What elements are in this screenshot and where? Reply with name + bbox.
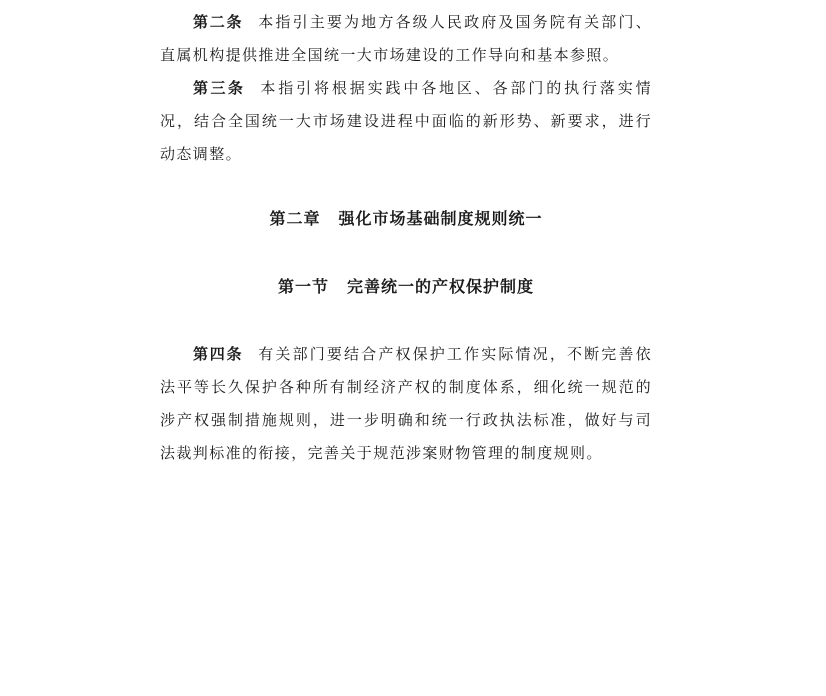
article-3-text-1: 本指引将根据实践中各地区、各部门的执行落实情 [260, 79, 652, 97]
article-4-line-2: 法平等长久保护各种所有制经济产权的制度体系，细化统一规范的 [160, 378, 652, 396]
article-2-line-1 [160, 5, 652, 39]
article-3-line-1 [160, 71, 652, 105]
chapter-title: 强化市场基础制度规则统一 [338, 209, 543, 228]
article-4-line-1 [160, 337, 652, 371]
article-4-label: 第四条 [193, 345, 244, 363]
article-2-label: 第二条 [193, 13, 244, 31]
article-3-line-2: 况，结合全国统一大市场建设进程中面临的新形势、新要求，进行 [160, 112, 652, 130]
article-4-line-3: 涉产权强制措施规则，进一步明确和统一行政执法标准，做好与司 [160, 411, 652, 429]
article-2-line-2: 直属机构提供推进全国统一大市场建设的工作导向和基本参照。 [160, 46, 620, 64]
article-4-text-1: 有关部门要结合产权保护工作实际情况，不断完善依 [258, 345, 652, 363]
section-number: 第一节 [277, 277, 329, 296]
article-3-line-3: 动态调整。 [160, 145, 243, 163]
chapter-heading [160, 202, 652, 236]
chapter-number: 第二章 [269, 209, 321, 228]
section-heading [160, 270, 652, 304]
section-title: 完善统一的产权保护制度 [347, 277, 535, 296]
article-2-text-1: 本指引主要为地方各级人民政府及国务院有关部门、 [258, 13, 652, 31]
article-4-line-4: 法裁判标准的衔接，完善关于规范涉案财物管理的制度规则。 [160, 444, 603, 462]
article-3-label: 第三条 [193, 79, 246, 97]
